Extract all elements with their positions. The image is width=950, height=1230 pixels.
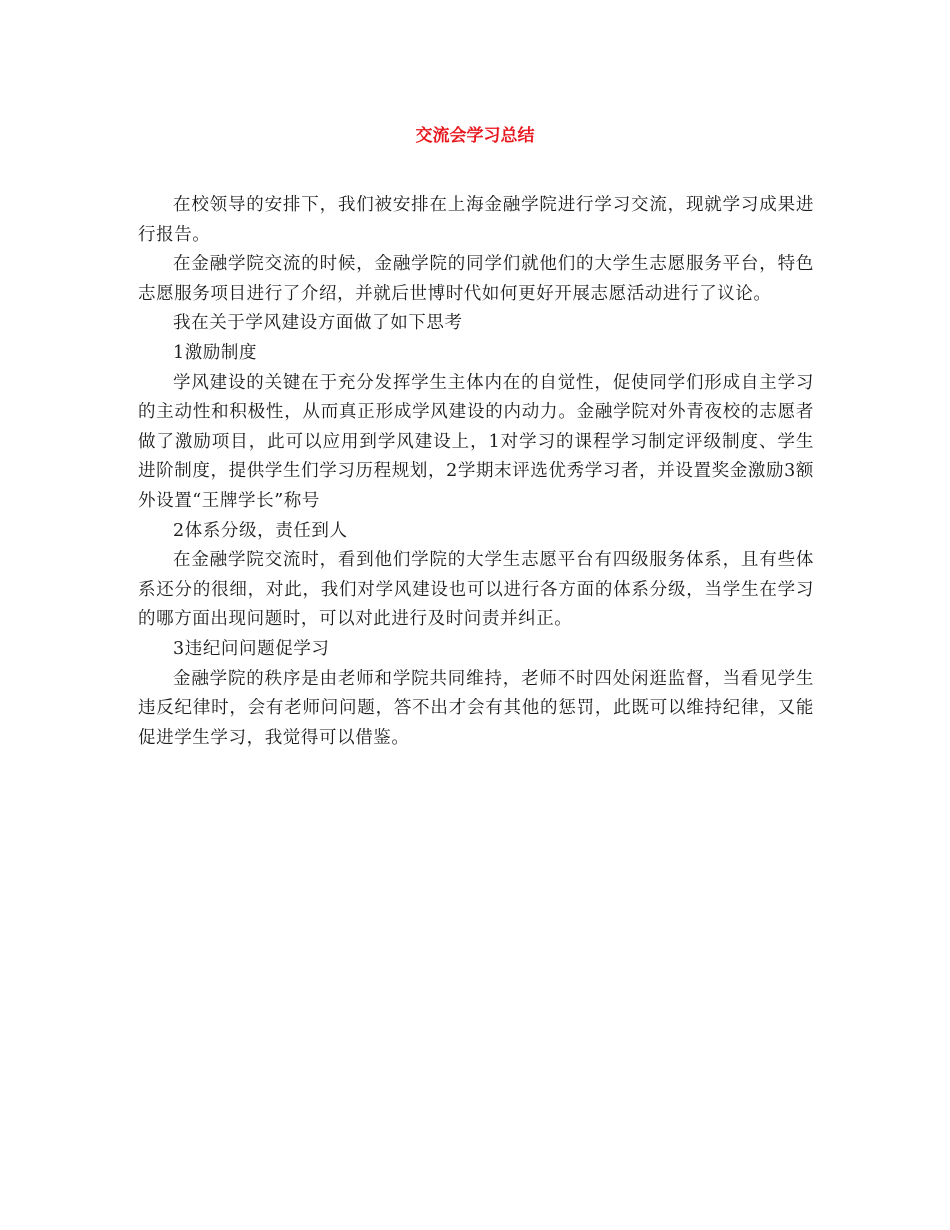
paragraph-discipline: 金融学院的秩序是由老师和学院共同维持，老师不时四处闲逛监督，当看见学生违反纪律时，会有老师问问题，答不出才会有其他的惩罚，此既可以维持纪律，又能促进学生学习，我觉得可以借鉴。 [138,668,814,748]
paragraph-exchange: 在金融学院交流的时候，金融学院的同学们就他们的大学生志愿服务平台，特色志愿服务项目进行了介绍，并就后世博时代如何更好开展志愿活动进行了议论。 [138,254,814,304]
document-body [138,191,814,753]
section-heading-incentive: 1激励制度 [173,342,258,363]
section-heading-discipline: 3违纪问问题促学习 [173,638,330,659]
paragraph-thoughts-lead: 我在关于学风建设方面做了如下思考 [173,313,463,334]
paragraph-hierarchy: 在金融学院交流时，看到他们学院的大学生志愿平台有四级服务体系，且有些体系还分的很细，对此，我们对学风建设也可以进行各方面的体系分级，当学生在学习的哪方面出现问题时，可以对此进行及时问责并纠正。 [138,550,814,630]
document-title: 交流会学习总结 [415,126,535,146]
section-heading-hierarchy: 2体系分级，责任到人 [173,520,348,541]
paragraph-intro: 在校领导的安排下，我们被安排在上海金融学院进行学习交流，现就学习成果进行报告。 [138,195,814,245]
paragraph-incentive: 学风建设的关键在于充分发挥学生主体内在的自觉性，促使同学们形成自主学习的主动性和积极性，从而真正形成学风建设的内动力。金融学院对外青夜校的志愿者做了激励项目，此可以应用到学风建设上，1对学习的课程学习制定评级制度、学生进阶制度，提供学生们学习历程规划，2学期末评选优秀学习者，并设置奖金激励3额外设置“王牌学长”称号 [138,372,814,511]
